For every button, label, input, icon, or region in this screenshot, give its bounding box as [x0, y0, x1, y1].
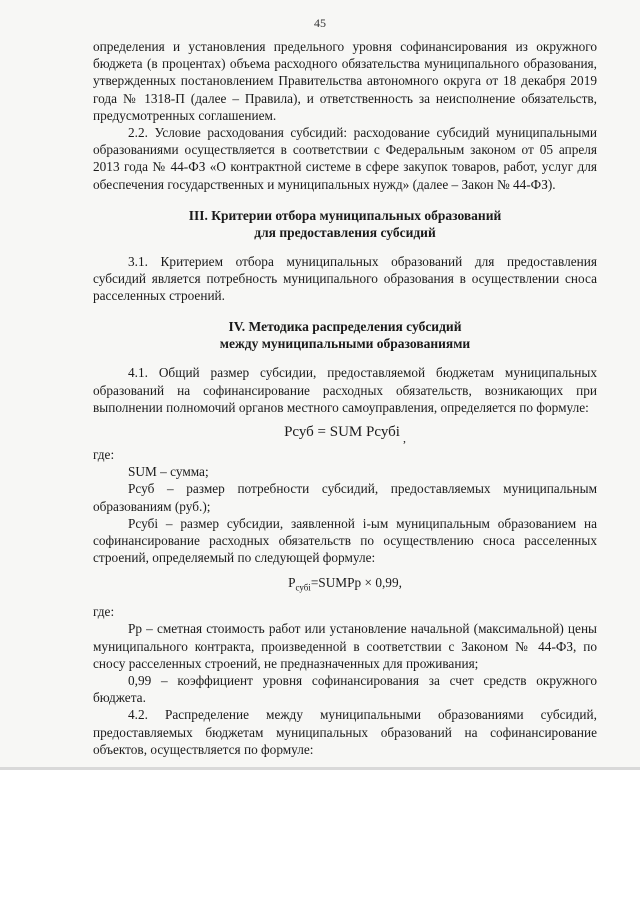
paragraph-2-2: 2.2. Условие расходования субсидий: расходование субсидий муниципальными образованиями осуществляется в соответствии с Федеральным законом от 05 апреля 2013 года № 44-ФЗ «О контрактной системе в сфере закупок товаров, работ, услуг для обеспечения государственных и муниципальных нужд» (далее – Закон № 44-ФЗ).: [93, 125, 597, 192]
section-3-heading-line1: III. Критерии отбора муниципальных образований: [188, 207, 502, 223]
definition-sum: SUM – сумма;: [128, 464, 209, 480]
formula-comma: ,: [402, 431, 406, 446]
section-4-heading-line2: между муниципальными образованиями: [219, 336, 471, 352]
page-content: [93, 38, 597, 758]
formula-total-subsidy-text: Рсуб = SUM Рсубi: [284, 424, 400, 441]
section-3-heading-line2: для предоставления субсидий: [254, 224, 436, 240]
formula-total-subsidy: [93, 422, 597, 446]
page-number: 45: [314, 16, 326, 30]
section-3-heading: [93, 207, 597, 241]
paragraph-4-1: 4.1. Общий размер субсидии, предоставляемой бюджетам муниципальных образований на софинансирование расходных обязательств, возникающих при выполнении полномочий органов местного самоуправления, определяется по формуле:: [93, 365, 597, 415]
paragraph-3-1: 3.1. Критерием отбора муниципальных образований для предоставления субсидий является потребность муниципального образования в осуществлении сноса расселенных строений.: [93, 253, 597, 304]
definition-rsubi: Рсубi – размер субсидии, заявленной i-ым муниципальным образованием на софинансирование расходных обязательств по осуществлению сноса расселенных строений, определяемый по следующей формуле:: [93, 515, 597, 566]
formula2-rhs: =SUMРр × 0,99,: [310, 575, 402, 591]
formula2-lhs: Р: [288, 575, 296, 591]
definition-rp: Рр – сметная стоимость работ или установление начальной (максимальной) цены муниципального контракта, произведенной в соответствии с Законом № 44-ФЗ, по сносу расселенных строений, не предназначенных для проживания;: [93, 621, 597, 671]
definition-rsub: Рсуб – размер потребности субсидий, предоставляемых муниципальным образованиям (руб.);: [93, 481, 597, 514]
paragraph-continuation: определения и установления предельного уровня софинансирования из окружного бюджета (в процентах) объема расходного обязательства муниципального образования, утвержденных постановлением Правительства автономного округа от 18 декабря 2019 года № 1318-П (далее – Правила), и ответственность за неисполнение обязательств, предусмотренных соглашением.: [93, 39, 597, 123]
section-4-heading-line1: IV. Методика распределения субсидий: [228, 319, 462, 335]
definition-coefficient: 0,99 – коэффициент уровня софинансирования за счет средств окружного бюджета.: [93, 672, 597, 706]
formula-municipal-subsidy: [93, 574, 597, 597]
formula2-lhs-subscript: субi: [295, 583, 311, 594]
where-label-1: где:: [93, 447, 115, 463]
where-label-2: где:: [93, 604, 115, 620]
section-4-heading: [93, 318, 597, 352]
paragraph-4-2: 4.2. Распределение между муниципальными образованиями субсидий, предоставляемых бюджетам муниципальных образований на софинансирование объектов, осуществляется по формуле:: [93, 707, 597, 757]
